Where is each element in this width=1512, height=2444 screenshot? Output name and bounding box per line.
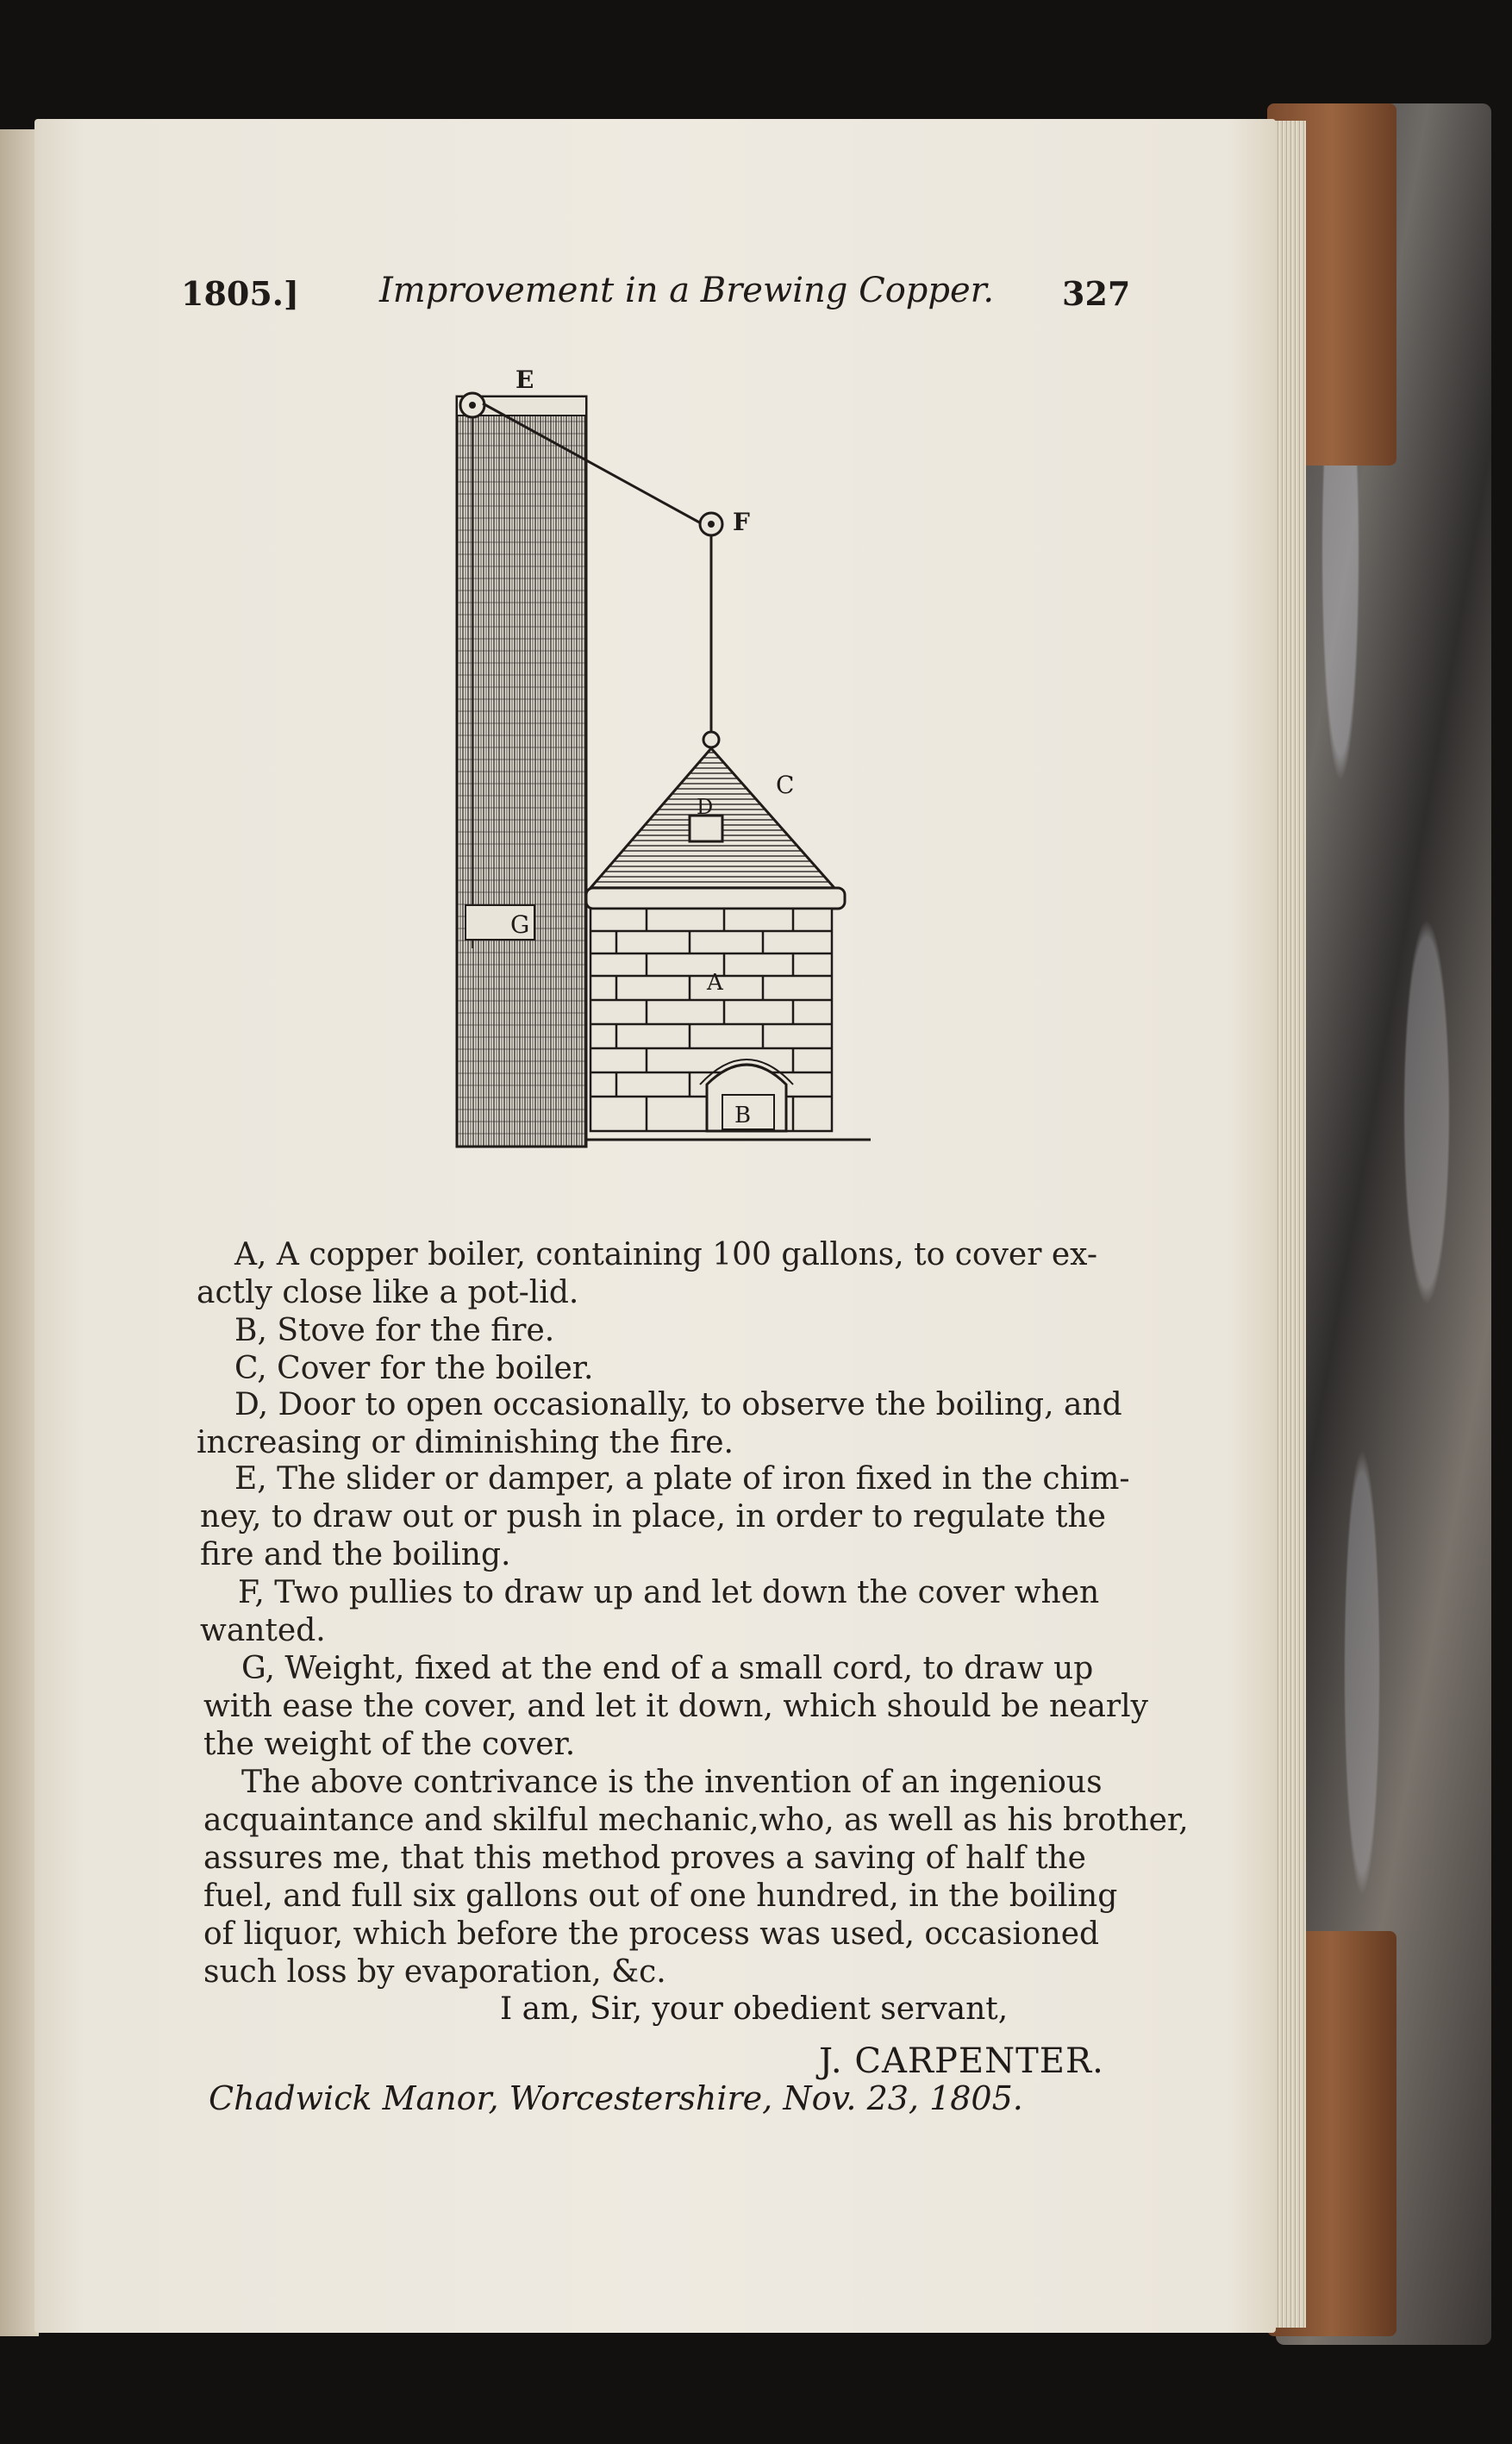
legend-e-line-2: ney, to draw out or push in place, in order to regulate the <box>200 1499 1106 1535</box>
dateline: Chadwick Manor, Worcestershire, Nov. 23, 1805. <box>209 2079 1023 2117</box>
legend-f-line-2: wanted. <box>200 1613 326 1648</box>
label-f: F <box>733 508 750 536</box>
paragraph-line-5: of liquor, which before the process was used, occasioned <box>203 1916 1100 1952</box>
closing-salutation: I am, Sir, your obedient servant, <box>500 1991 1009 2027</box>
paragraph-line-3: assures me, that this method proves a saving of half the <box>203 1841 1086 1876</box>
label-c: C <box>776 771 795 799</box>
label-b: B <box>734 1103 752 1128</box>
legend-d-line-1: D, Door to open occasionally, to observe the boiling, and <box>234 1387 1122 1422</box>
legend-g-line-1: G, Weight, fixed at the end of a small cord, to draw up <box>241 1651 1094 1686</box>
legend-b: B, Stove for the fire. <box>234 1313 555 1348</box>
legend-c: C, Cover for the boiler. <box>234 1351 594 1386</box>
paragraph-line-1: The above contrivance is the invention of an ingenious <box>241 1765 1103 1800</box>
paragraph-line-4: fuel, and full six gallons out of one hundred, in the boiling <box>203 1878 1118 1914</box>
running-head-year: 1805.] <box>181 274 299 313</box>
legend-f-line-1: F, Two pullies to draw up and let down the cover when <box>238 1575 1100 1610</box>
legend-e-line-3: fire and the boiling. <box>200 1537 511 1572</box>
legend-g-line-2: with ease the cover, and let it down, which should be nearly <box>203 1689 1148 1724</box>
label-g: G <box>510 910 530 939</box>
legend-a-line-2: actly close like a pot-lid. <box>197 1275 579 1310</box>
legend-d-line-2: increasing or diminishing the fire. <box>197 1425 734 1460</box>
running-head-title: Improvement in a Brewing Copper. <box>379 271 995 310</box>
legend-e-line-1: E, The slider or damper, a plate of iron fixed in the chim- <box>234 1461 1130 1497</box>
signature: J. CARPENTER. <box>819 2041 1104 2081</box>
legend-g-line-3: the weight of the cover. <box>203 1727 576 1762</box>
page-number: 327 <box>1062 274 1131 313</box>
paragraph-line-6: such loss by evaporation, &c. <box>203 1954 666 1990</box>
legend-a-line-1: A, A copper boiler, containing 100 gallons, to cover ex- <box>234 1237 1098 1272</box>
paragraph-line-2: acquaintance and skilful mechanic,who, as well as his brother, <box>203 1803 1189 1838</box>
label-a: A <box>707 970 723 996</box>
label-e: E <box>515 366 534 394</box>
label-d: D <box>697 795 714 819</box>
